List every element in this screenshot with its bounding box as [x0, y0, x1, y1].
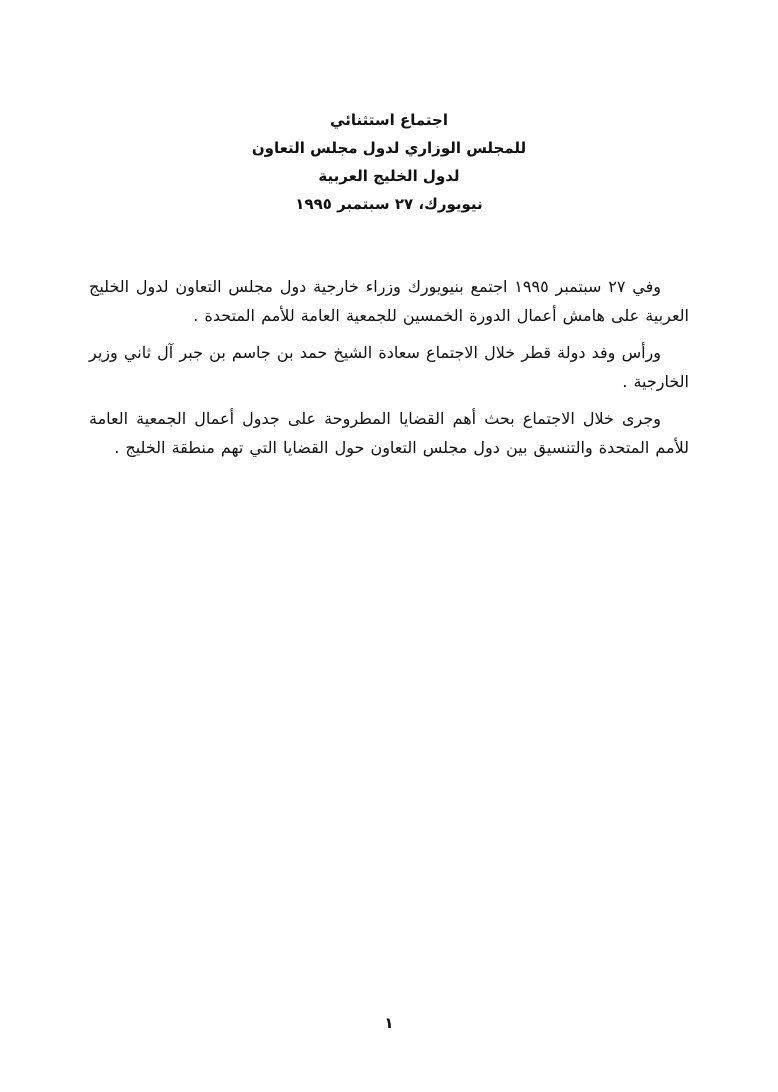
- document-title: [0, 106, 778, 218]
- title-line-2: للمجلس الوزاري لدول مجلس التعاون: [251, 139, 527, 157]
- title-line-1: اجتماع استثنائي: [330, 111, 448, 129]
- paragraph-2: ورأس وفد دولة قطر خلال الاجتماع سعادة الشيخ حمد بن جاسم بن جبر آل ثاني وزير الخارجية .: [89, 343, 689, 391]
- title-line-3: لدول الخليج العربية: [318, 167, 460, 185]
- title-line-4: نيويورك، ٢٧ سبتمبر ١٩٩٥: [295, 195, 483, 213]
- paragraph-3: وجرى خلال الاجتماع بحث أهم القضايا المطروحة على جدول أعمال الجمعية العامة للأمم المتحدة والتنسيق بين دول مجلس التعاون حول القضايا التي تهم منطقة الخليج .: [89, 409, 689, 457]
- document-body: [89, 272, 689, 470]
- paragraph-1: وفي ٢٧ سبتمبر ١٩٩٥ اجتمع بنيويورك وزراء خارجية دول مجلس التعاون لدول الخليج العربية على هامش أعمال الدورة الخمسين للجمعية العامة للأمم المتحدة .: [89, 277, 689, 325]
- page-number: ١: [384, 1014, 394, 1032]
